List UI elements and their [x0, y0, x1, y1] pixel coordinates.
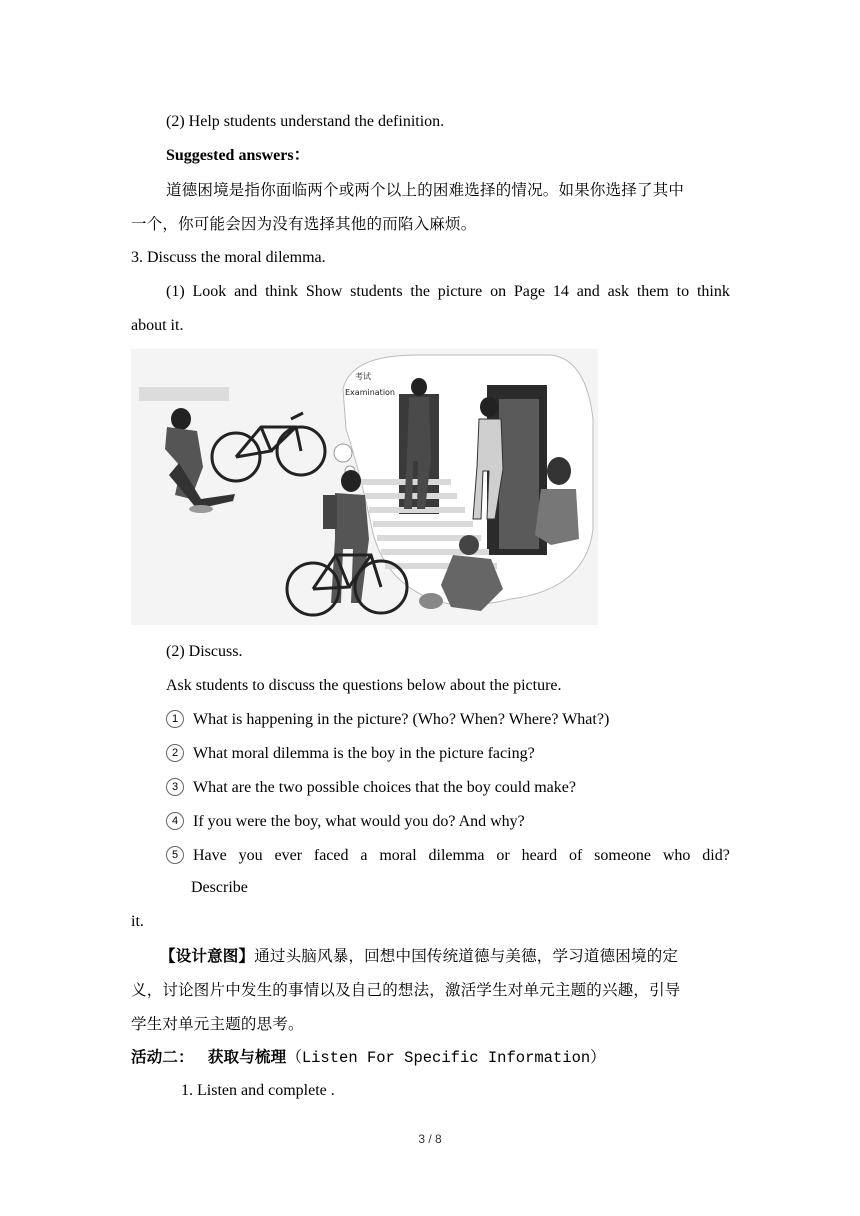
- word: Have: [193, 847, 227, 864]
- word: did?: [702, 847, 730, 864]
- design-intent-line3: 学生对单元主题的思考。: [131, 1015, 304, 1033]
- discuss-heading: (2) Discuss.: [166, 643, 243, 660]
- page-number: 3 / 8: [418, 1132, 442, 1146]
- word: heard: [521, 847, 558, 864]
- question-item: [166, 812, 525, 832]
- word: moral: [379, 847, 417, 864]
- word: ever: [274, 847, 303, 864]
- word: the: [410, 283, 430, 300]
- look-think-line1: [166, 282, 730, 302]
- word: them: [636, 283, 669, 300]
- word: 14: [552, 283, 569, 300]
- design-intent-label: 【设计意图】: [160, 947, 255, 965]
- cn-definition-line2: 一个，你可能会因为没有选择其他的而陷入麻烦。: [131, 215, 477, 233]
- cn-definition-line1: 道德困境是指你面临两个或两个以上的困难选择的情况。如果你选择了其中: [166, 181, 685, 199]
- step-3-heading: 3. Discuss the moral dilemma.: [131, 249, 326, 266]
- moral-dilemma-illustration: [131, 349, 598, 625]
- question-text: What is happening in the picture? (Who? When? Where? What?): [193, 711, 610, 728]
- word: and: [576, 283, 600, 300]
- activity-2-label: 活动二：: [131, 1048, 194, 1066]
- word: think: [696, 283, 730, 300]
- question-5-line2: Describe: [191, 879, 248, 896]
- design-intent-line2: 义，讨论图片中发生的事情以及自己的想法，激活学生对单元主题的兴趣，引导: [131, 981, 681, 999]
- question-number: 3: [166, 778, 184, 796]
- question-item: [166, 744, 535, 764]
- question-number: 1: [166, 710, 184, 728]
- question-number: 4: [166, 812, 184, 830]
- question-text: If you were the boy, what would you do? And why?: [193, 813, 525, 830]
- word: on: [490, 283, 507, 300]
- word: ask: [607, 283, 629, 300]
- activity-2-title-cn: 获取与梳理: [207, 1048, 287, 1066]
- question-item-5: [166, 846, 730, 866]
- question-item: [166, 710, 609, 730]
- exam-sign-en: Examination: [345, 388, 396, 397]
- word: and: [234, 283, 258, 300]
- word: you: [238, 847, 263, 864]
- word: picture: [437, 283, 483, 300]
- question-number: 2: [166, 744, 184, 762]
- suggested-answers-heading: Suggested answers：: [166, 147, 310, 164]
- design-intent-line1: 【设计意图】通过头脑风暴，回想中国传统道德与美德，学习道德困境的定: [160, 947, 679, 965]
- word: dilemma: [428, 847, 485, 864]
- word: or: [496, 847, 510, 864]
- question-5-line3: it.: [131, 913, 144, 930]
- word: Show: [305, 283, 343, 300]
- word: a: [360, 847, 368, 864]
- activity-2-heading: [131, 1047, 606, 1068]
- question-5-line1: [193, 846, 730, 866]
- look-think-line2: about it.: [131, 317, 184, 334]
- ask-instruction: Ask students to discuss the questions below about the picture.: [166, 677, 562, 694]
- word: who: [662, 847, 691, 864]
- word: faced: [313, 847, 349, 864]
- word: to: [676, 283, 690, 300]
- listen-complete-item: 1. Listen and complete .: [181, 1082, 335, 1099]
- question-text: What are the two possible choices that the boy could make?: [193, 779, 576, 796]
- word: (1): [166, 283, 185, 300]
- question-number: 5: [166, 846, 184, 864]
- paragraph-help-students: (2) Help students understand the definition.: [166, 113, 445, 130]
- activity-2-title-en: （Listen For Specific Information）: [286, 1049, 606, 1067]
- word: Look: [192, 283, 227, 300]
- question-item: [166, 778, 576, 798]
- word: think: [265, 283, 298, 300]
- word: someone: [594, 847, 652, 864]
- word: of: [568, 847, 583, 864]
- question-text: What moral dilemma is the boy in the picture facing?: [193, 745, 535, 762]
- exam-sign-cn: 考试: [355, 372, 371, 381]
- word: students: [350, 283, 403, 300]
- word: Page: [513, 283, 546, 300]
